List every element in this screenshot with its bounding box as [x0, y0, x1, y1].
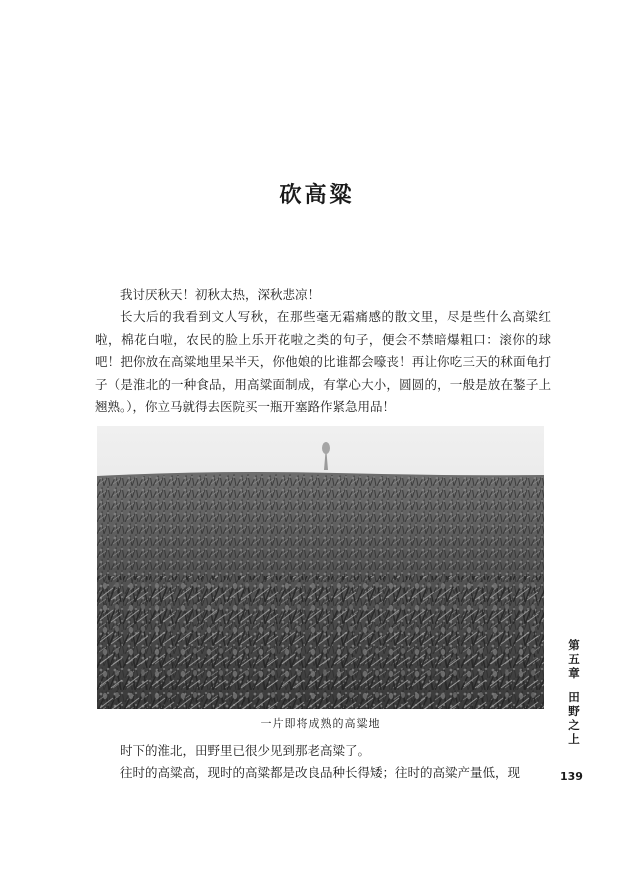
sorghum-field-photo: [97, 426, 544, 709]
page-number: 139: [560, 770, 583, 783]
photo-caption: 一片即将成熟的高粱地: [260, 717, 381, 730]
chapter-title: 砍高粱: [279, 182, 355, 208]
part-name: 田野之上: [568, 690, 580, 746]
paragraph-4: 往时的高粱高，现时的高粱都是改良品种长得矮；往时的高粱产量低，现: [120, 765, 521, 780]
paragraph-3: 时下的淮北，田野里已很少见到那老高粱了。: [120, 743, 371, 758]
chapter-name: 第五章: [568, 638, 580, 680]
paragraph-1: 我讨厌秋天！初秋太热，深秋悲凉！: [120, 287, 321, 302]
paragraph-2: 长大后的我看到文人写秋，在那些毫无霜痛感的散文里，尽是些什么高粱红啦，棉花白啦，农民的脸上乐开花啦之类的句子，便会不禁暗爆粗口：滚你的球吧！把你放在高粱地里呆半天，你他娘的比谁都会嚎丧！再让你吃三天的秫面龟打子（是淮北的一种食品，用高粱面制成，有掌心大小，圆圆的，一般是放在鏊子上翘熟。），你立马就得去医院买一瓶开塞路作紧急用品！: [95, 309, 551, 414]
